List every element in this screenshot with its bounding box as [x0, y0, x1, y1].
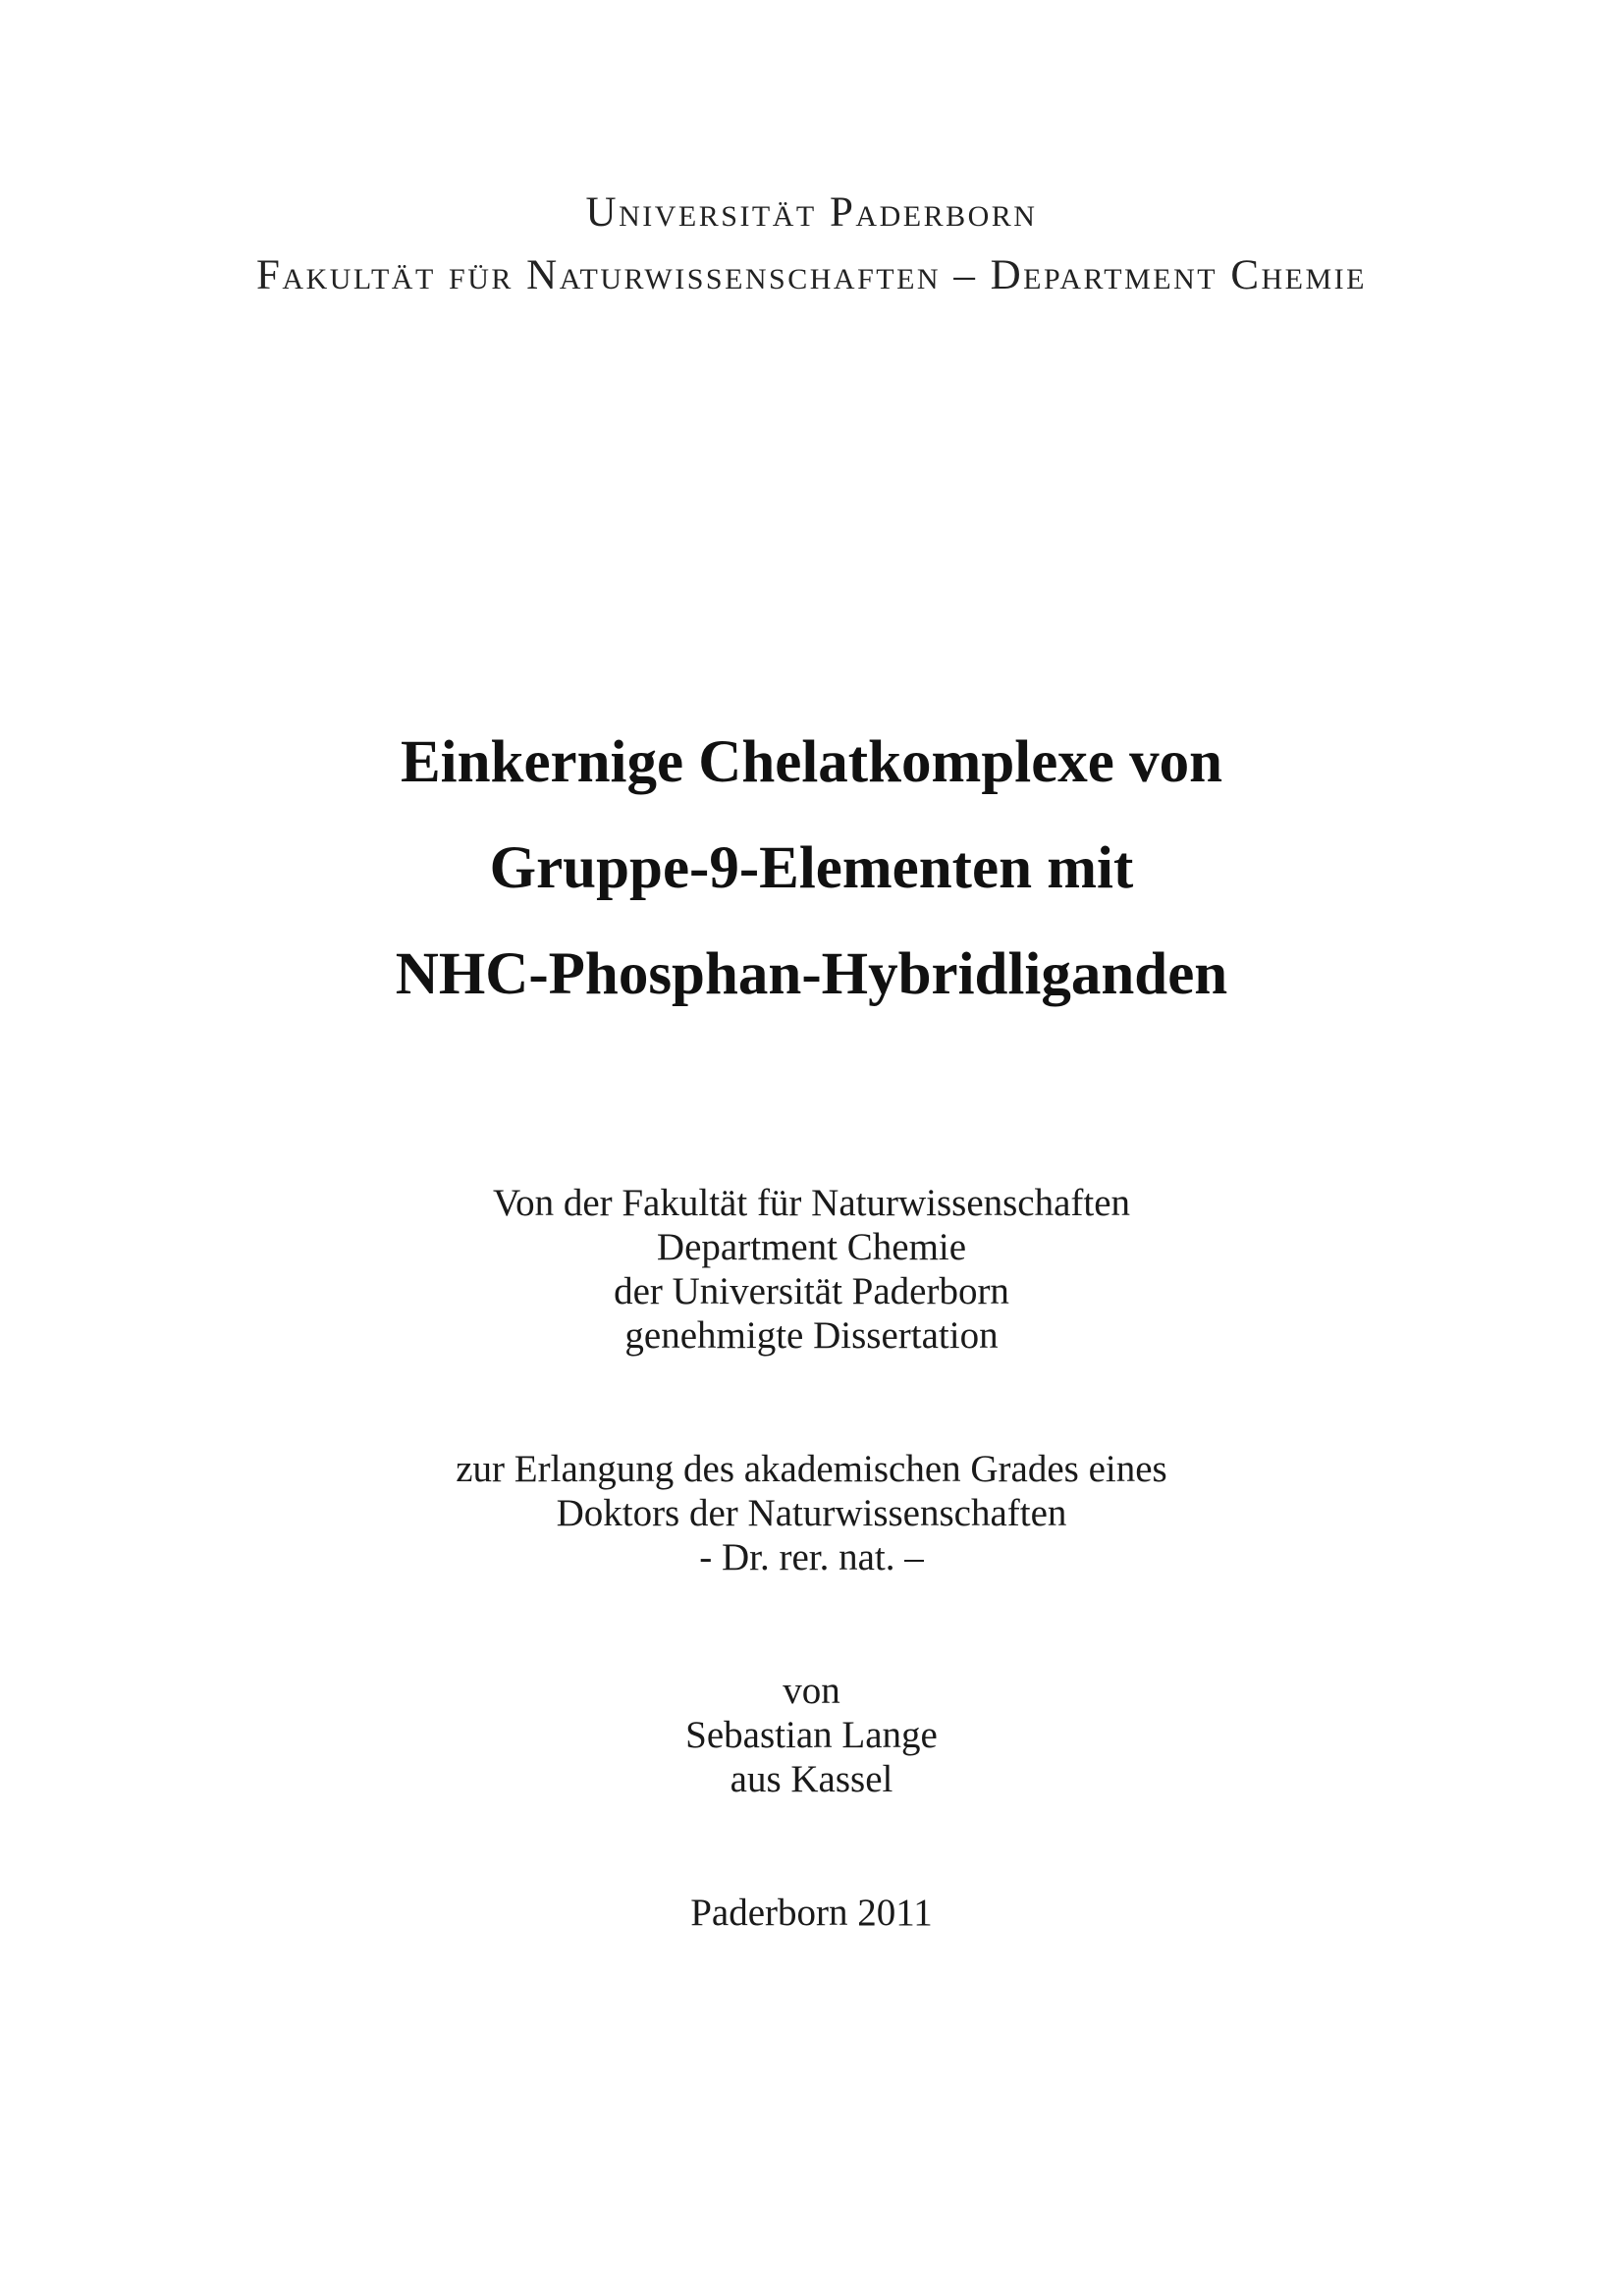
faculty-department: Fakultät für Naturwissenschaften – Department Chemie	[256, 252, 1367, 298]
approval-line-4: genehmigte Dissertation	[624, 1314, 999, 1357]
university-name: Universität Paderborn	[585, 189, 1038, 236]
degree-line-3: - Dr. rer. nat. –	[699, 1536, 924, 1578]
author-name: Sebastian Lange	[685, 1714, 938, 1756]
thesis-title-line-3: NHC-Phosphan-Hybridliganden	[395, 941, 1228, 1007]
approval-line-1: Von der Fakultät für Naturwissenschaften	[492, 1182, 1131, 1224]
thesis-title-line-2: Gruppe-9-Elementen mit	[489, 835, 1134, 901]
approval-line-2: Department Chemie	[656, 1226, 967, 1268]
author-by: von	[783, 1670, 840, 1712]
thesis-title-line-1: Einkernige Chelatkomplexe von	[400, 729, 1223, 795]
author-origin: aus Kassel	[730, 1758, 893, 1800]
degree-line-1: zur Erlangung des akademischen Grades eines	[456, 1448, 1167, 1490]
degree-line-2: Doktors der Naturwissenschaften	[556, 1492, 1067, 1534]
approval-line-3: der Universität Paderborn	[614, 1270, 1009, 1312]
place-and-year: Paderborn 2011	[690, 1892, 933, 1934]
